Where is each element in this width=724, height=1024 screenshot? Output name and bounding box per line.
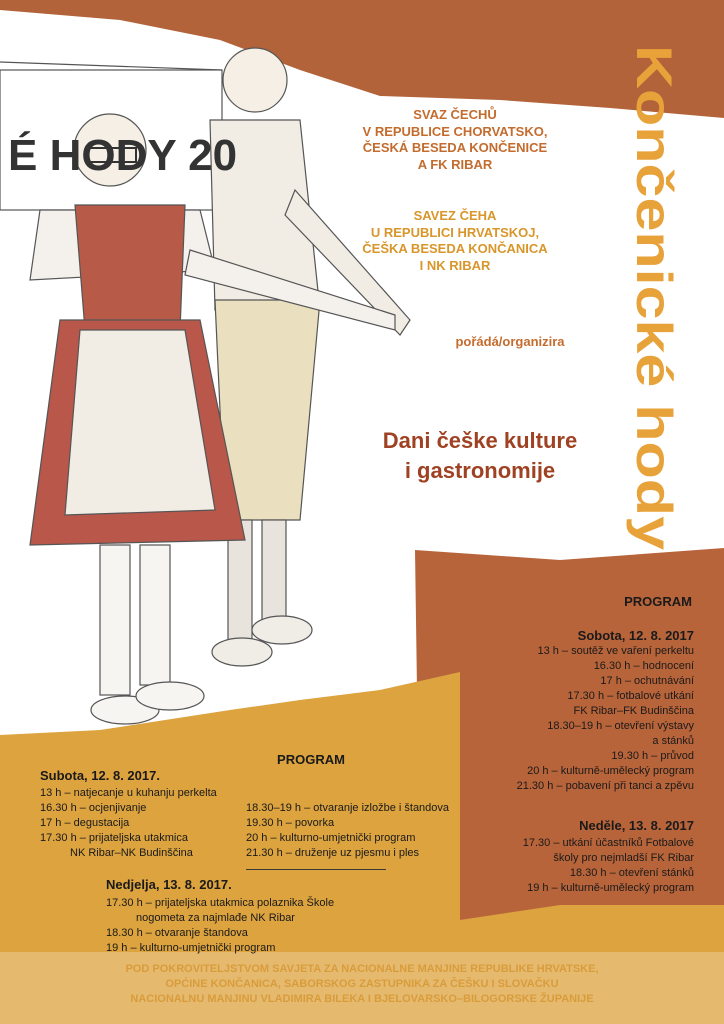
program-hr-day-label: Nedjelja, 13. 8. 2017. [106,877,232,892]
list-item: školy pro nejmladší FK Ribar [553,852,694,864]
list-item: 20 h – kulturně-umělecký program [527,765,694,777]
program-hr-heading: PROGRAM [277,752,345,767]
footer-line: OPĆINE KONČANICA, SABORSKOG ZASTUPNIKA ZA ČEŠKU I SLOVAČKU [165,978,559,990]
organizers-croatian [330,208,580,274]
list-item: 13 h – soutěž ve vaření perkeltu [537,645,694,657]
list-item: a stánků [652,735,694,747]
program-hr-day1-list-left [40,786,250,861]
list-item: 19 h – kulturno-umjetnički program [106,942,276,954]
list-item: FK Ribar–FK Budinščina [573,705,694,717]
org-cz-line: ČESKÁ BESEDA KONČENICE [362,140,548,155]
list-item: nogometa za najmlađe NK Ribar [136,912,295,924]
list-item: 17.30 h – fotbalové utkání [567,690,694,702]
list-item: 17.30 – utkání účastníků Fotbalové [522,837,694,849]
list-item: 20 h – kulturno-umjetnički program [246,832,416,844]
sign-text: É HODY 20 [8,131,238,180]
poster-title: Končenické hody [626,45,682,459]
divider-line [246,869,386,870]
woman-shoe-right [136,682,204,710]
list-item: 17.30 h – prijateljska utakmica [40,832,188,844]
title-vertical [607,40,717,560]
list-item: 21.30 h – pobavení při tanci a zpěvu [516,780,694,792]
list-item: 21.30 h – druženje uz pjesmu i ples [246,847,420,859]
woman-leg-left [100,545,130,695]
man-shoe-right [252,616,312,644]
program-cz-heading: PROGRAM [624,594,692,609]
org-hr-line: I NK RIBAR [419,257,491,273]
list-item: 18.30–19 h – otvaranje izložbe i štandova [246,802,450,814]
list-item: 16.30 h – hodnocení [593,660,694,672]
program-cz-day-label: Neděle, 13. 8. 2017 [579,818,694,833]
list-item: 13 h – natjecanje u kuhanju perkelta [40,787,217,799]
program-hr-day2-list [106,896,406,956]
organizers-czech [330,107,580,173]
woman-bodice [75,205,185,330]
list-item: 19 h – kulturně-umělecký program [527,882,694,894]
program-cz-day1-list [394,644,694,794]
subtitle-line: i gastronomije [404,458,556,483]
org-cz-line: SVAZ ČECHŮ [413,107,497,122]
list-item: 18.30 h – otevření stánků [569,867,694,879]
list-item: 17.30 h – prijateljska utakmica polaznika Škole [106,897,335,909]
program-hr-day-label: Subota, 12. 8. 2017. [40,768,160,783]
list-item: NK Ribar–NK Budinščina [70,847,193,859]
event-subtitle [340,426,620,486]
org-cz-line: V REPUBLICE CHORVATSKO, [362,123,548,139]
woman-leg-right [140,545,170,685]
org-hr-line: U REPUBLICI HRVATSKOJ, [370,224,540,240]
organizira-label: pořádá/organizira [455,334,565,349]
org-hr-line: SAVEZ ČEHA [413,208,497,223]
man-leg-right [262,520,286,620]
list-item: 18.30–19 h – otevření výstavy [547,720,694,732]
list-item: 16.30 h – ocjenjivanje [40,802,147,814]
list-item: 18.30 h – otvaranje štandova [106,927,248,939]
list-item: 17 h – ochutnávání [600,675,694,687]
footer-line: NACIONALNU MANJINU VLADIMIRA BILEKA I BJELOVARSKO–BILOGORSKE ŽUPANIJE [130,993,594,1005]
list-item: 19.30 h – povorka [246,817,335,829]
program-hr-day1-list-right [246,801,476,861]
sponsorship-footer [40,962,684,1007]
list-item: 19.30 h – průvod [611,750,694,762]
man-shoe-left [212,638,272,666]
subtitle-line: Dani češke kulture [382,428,578,453]
org-hr-line: ČEŠKA BESEDA KONČANICA [362,241,548,256]
org-cz-line: A FK RIBAR [417,156,493,172]
program-cz-day-label: Sobota, 12. 8. 2017 [577,628,694,643]
footer-line: POD POKROVITELJSTVOM SAVJETA ZA NACIONALNE MANJINE REPUBLIKE HRVATSKE, [125,963,599,975]
man-head [223,48,287,112]
list-item: 17 h – degustacija [40,817,130,829]
